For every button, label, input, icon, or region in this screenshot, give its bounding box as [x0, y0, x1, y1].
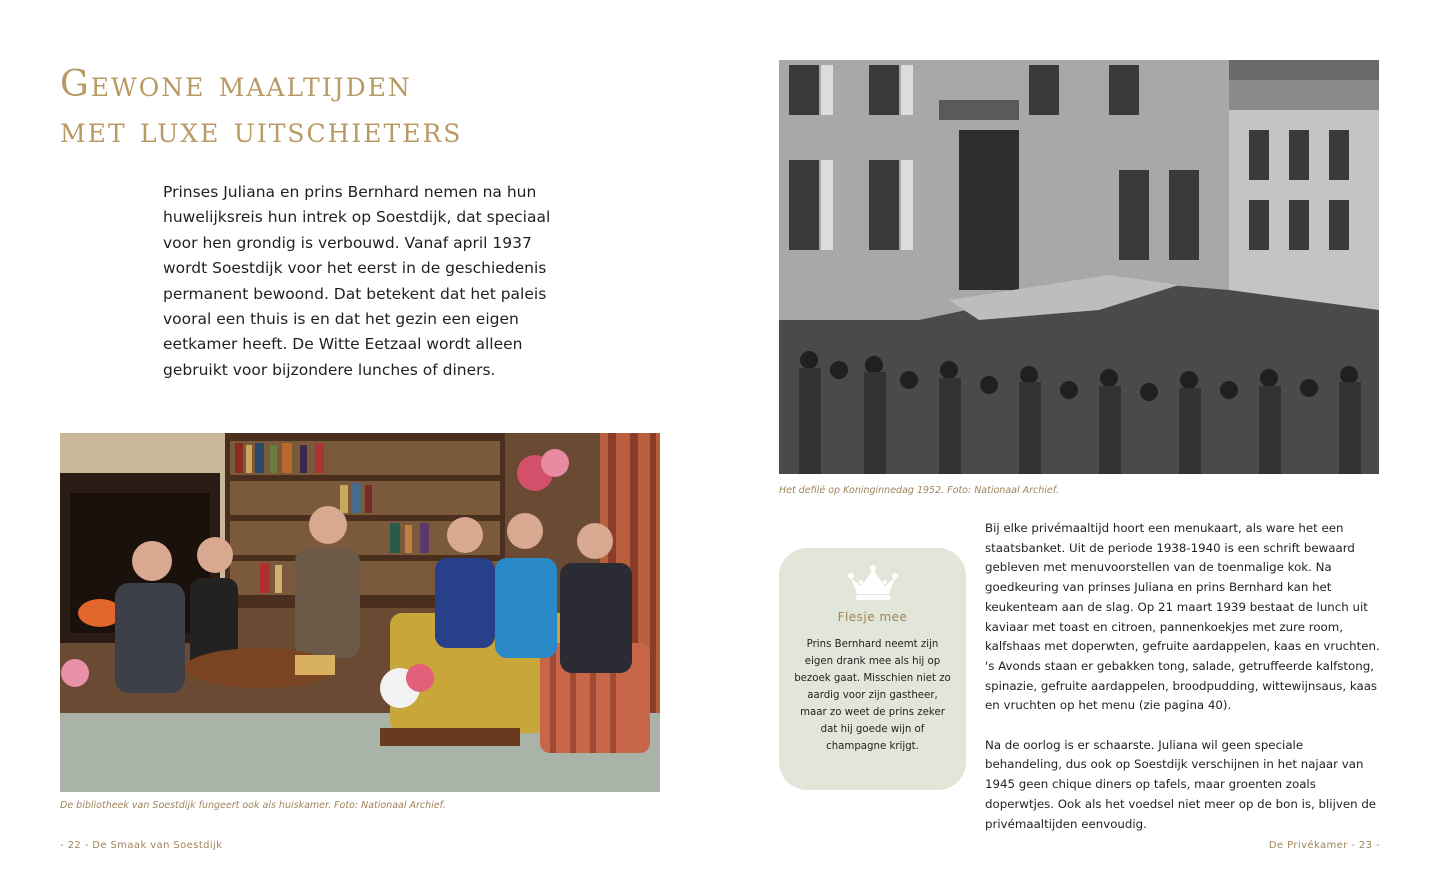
- sidebar-title: Flesje mee: [837, 610, 908, 624]
- page-title: [60, 62, 462, 154]
- intro-paragraph: Prinses Juliana en prins Bernhard nemen na hun huwelijksreis hun intrek op Soestdijk, dat speciaal voor hen grondig is verbouwd. Vanaf april 1937 wordt Soestdijk voor het eerst in de geschiedenis permanent bewoond. Dat betekent dat het paleis vooral een thuis is en dat het gezin een eigen eetkamer heeft. De Witte Eetzaal wordt alleen gebruikt voor bijzondere lunches of diners.: [163, 183, 551, 379]
- sidebar-box: [779, 548, 966, 790]
- title-line-2: met luxe uitschieters: [60, 110, 463, 151]
- folio-left: - 22 - De Smaak van Soestdijk: [60, 840, 223, 851]
- body-paragraph-1: Bij elke privémaaltijd hoort een menukaart, als ware het een staatsbanket. Uit de periode 1938-1940 is een schrift bewaard gebleven met menuvoorstellen van de toenmalige kok. Na goedkeuring van prinses Juliana en prins Bernhard kan het keukenteam aan de slag. Op 21 maart 1939 bestaat de lunch uit kaviaar met toast en citroen, pannenkoekjes met zure room, kalfshaas met doperwten, gefruite aardappelen, kaas en vruchten. 's Avonds staan er gebakken tong, salade, getruffeerde kalfstong, spinazie, gefruite aardappelen, broodpudding, wittewijnsaus, kaas en vruchten op het menu (zie pagina 40).: [985, 521, 1380, 713]
- koninginnedag-photo: [779, 60, 1379, 474]
- crown-icon: [847, 564, 899, 607]
- library-photo: [60, 433, 660, 792]
- body-text: [985, 519, 1380, 854]
- sidebar-text: Prins Bernhard neemt zijn eigen drank mee als hij op bezoek gaat. Misschien niet zo aardig voor zijn gastheer, maar zo weet de prins zeker dat hij goede wijn of champagne krijgt.: [794, 639, 951, 752]
- folio-right: De Privékamer - 23 -: [1268, 840, 1380, 851]
- koninginnedag-photo-caption: Het defilé op Koninginnedag 1952. Foto: Nationaal Archief.: [779, 485, 1059, 496]
- body-paragraph-2: Na de oorlog is er schaarste. Juliana wil geen speciale behandeling, dus ook op Soestdijk verschijnen in het najaar van 1945 geen chique diners op tafels, maar groenten zoals doperwtjes. Ook als het voedsel niet meer op de bon is, blijven de privémaaltijden eenvoudig.: [985, 737, 1377, 831]
- title-line-1: Gewone maaltijden: [60, 64, 412, 105]
- library-photo-caption: De bibliotheek van Soestdijk fungeert ook als huiskamer. Foto: Nationaal Archief.: [60, 800, 446, 811]
